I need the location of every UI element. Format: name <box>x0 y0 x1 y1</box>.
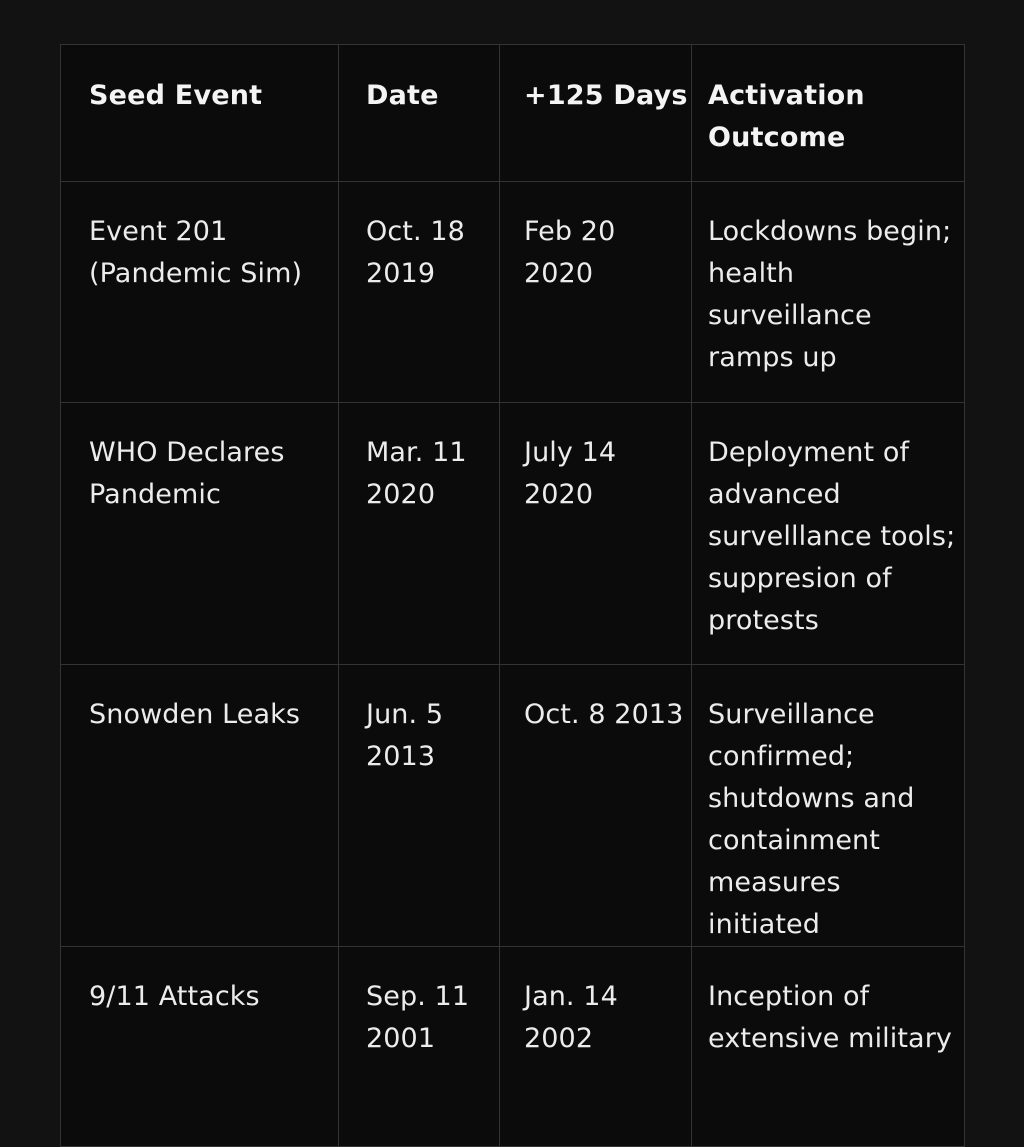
event-timeline-table <box>60 44 965 1147</box>
cell-date: Jun. 5 2013 <box>339 665 500 947</box>
header-row <box>61 45 965 182</box>
cell-date: Sep. 11 2001 <box>339 947 500 1147</box>
table-row <box>61 403 965 665</box>
header-seed-event: Seed Event <box>61 45 339 182</box>
table-row <box>61 182 965 403</box>
cell-activation-outcome: Inception of extensive military <box>692 947 965 1147</box>
cell-date: Oct. 18 2019 <box>339 182 500 403</box>
cell-date: Mar. 11 2020 <box>339 403 500 665</box>
header-plus-125-days: +125 Days <box>500 45 692 182</box>
table-header <box>61 45 965 182</box>
cell-seed-event: Event 201 (Pandemic Sim) <box>61 182 339 403</box>
cell-plus-125-days: July 14 2020 <box>500 403 692 665</box>
cell-seed-event: 9/11 Attacks <box>61 947 339 1147</box>
cell-activation-outcome: Lockdowns begin; health surveillance ramps up <box>692 182 965 403</box>
cell-plus-125-days: Oct. 8 2013 <box>500 665 692 947</box>
header-date: Date <box>339 45 500 182</box>
cell-seed-event: WHO Declares Pandemic <box>61 403 339 665</box>
table-body <box>61 182 965 1147</box>
cell-plus-125-days: Feb 20 2020 <box>500 182 692 403</box>
cell-seed-event: Snowden Leaks <box>61 665 339 947</box>
cell-activation-outcome: Surveillance confirmed; shutdowns and containment measures initiated <box>692 665 965 947</box>
cell-plus-125-days: Jan. 14 2002 <box>500 947 692 1147</box>
table-row <box>61 665 965 947</box>
header-activation-outcome: Activation Outcome <box>692 45 965 182</box>
table-row <box>61 947 965 1147</box>
cell-activation-outcome: Deployment of advanced survelllance tools; suppresion of protests <box>692 403 965 665</box>
